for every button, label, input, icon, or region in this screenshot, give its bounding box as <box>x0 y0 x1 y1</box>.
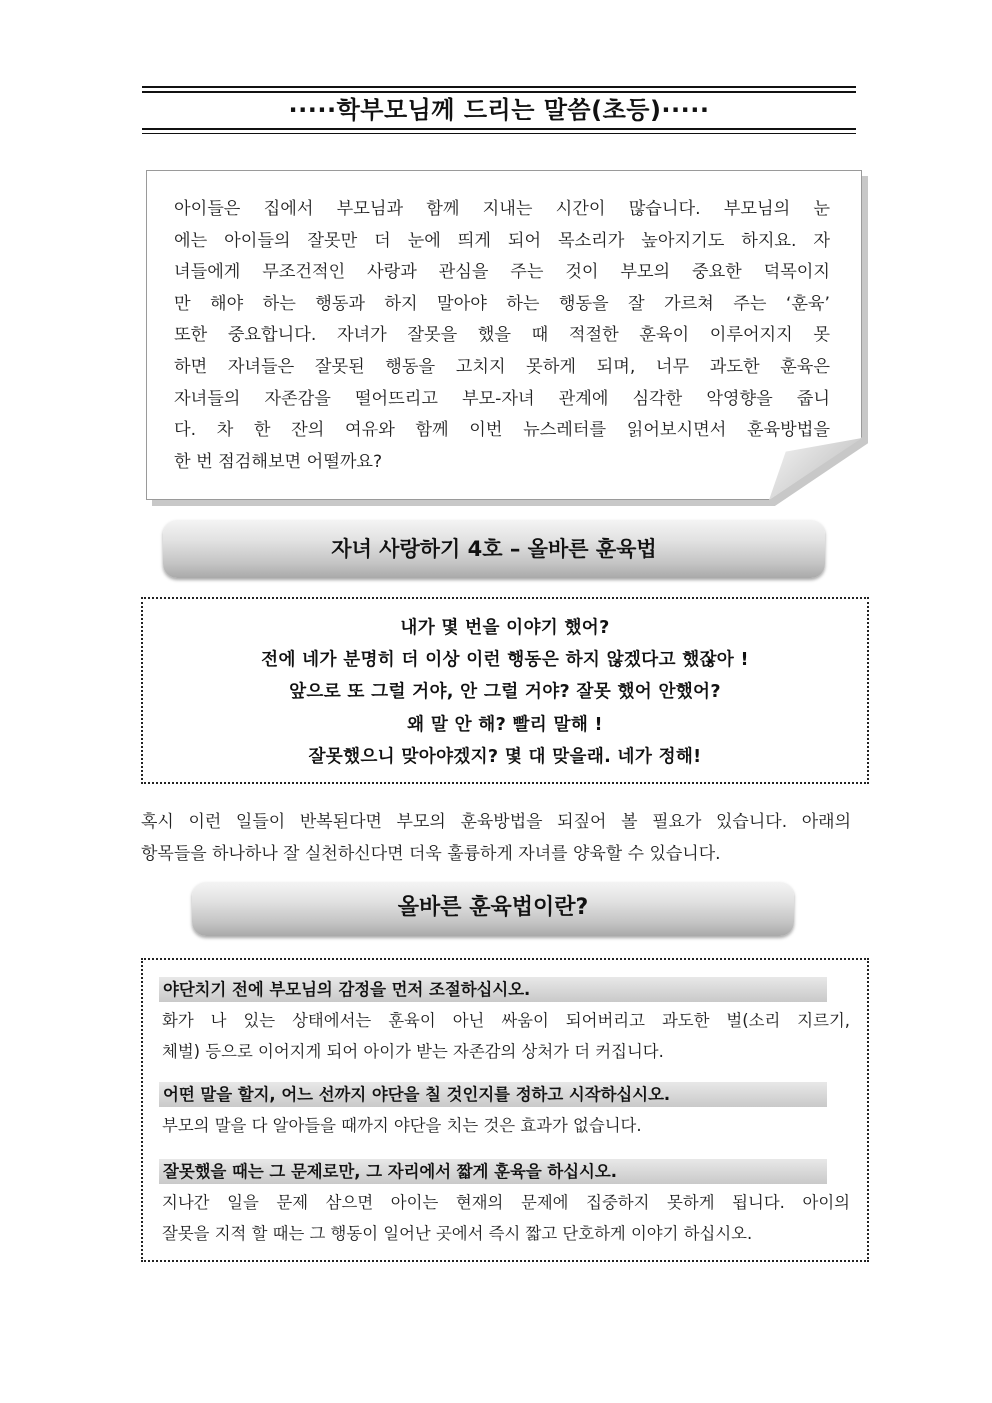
quote-list <box>143 612 867 773</box>
quote-line: 내가 몇 번을 이야기 했어? <box>400 618 610 638</box>
title-rule-top <box>142 86 856 88</box>
tip-body <box>162 1187 850 1249</box>
tips-box <box>141 958 869 1262</box>
tip-line: 화가 나 있는 상태에서는 훈육이 아닌 싸움이 되어버리고 과도한 벌(소리 지르기, <box>162 1011 850 1030</box>
title-rule-bottom <box>142 128 856 130</box>
tip-line: 잘못을 지적 할 때는 그 행동이 일어난 곳에서 즉시 짧고 단호하게 이야기 하십시오. <box>162 1224 753 1243</box>
quote-line: 왜 말 안 해? 빨리 말해 ! <box>407 714 603 735</box>
intro-line: 또한 중요합니다. 자녀가 잘못을 했을 때 적절한 훈육이 이루어지지 못 <box>174 325 830 346</box>
transition-paragraph <box>141 806 851 870</box>
transition-line: 혹시 이런 일들이 반복된다면 부모의 훈육방법을 되짚어 볼 필요가 있습니다. 아래의 <box>141 812 851 832</box>
intro-paragraph <box>174 194 830 478</box>
section-heading-discipline: 올바른 훈육법이란? <box>192 882 794 936</box>
section-heading-issue: 자녀 사랑하기 4호 – 올바른 훈육법 <box>163 520 825 578</box>
intro-line: 자녀들의 자존감을 떨어뜨리고 부모-자녀 관계에 심각한 악영향을 줍니 <box>174 388 830 409</box>
tip-line: 지나간 일을 문제 삼으면 아이는 현재의 문제에 집중하지 못하게 됩니다. 아이의 <box>162 1193 850 1212</box>
quote-line: 전에 네가 분명히 더 이상 이런 행동은 하지 않겠다고 했잖아 ! <box>261 650 749 671</box>
tip-heading: 야단치기 전에 부모님의 감정을 먼저 조절하십시오. <box>159 977 827 1002</box>
quote-box <box>141 597 869 784</box>
intro-line: 한 번 점검해보면 어떨까요? <box>174 451 383 472</box>
intro-line: 하면 자녀들은 잘못된 행동을 고치지 못하게 되며, 너무 과도한 훈육은 <box>174 356 830 377</box>
title-rule-top-inner <box>142 91 856 93</box>
intro-line: 에는 아이들의 잘못만 더 눈에 띄게 되어 목소리가 높아지기도 하지요. 자 <box>174 230 830 251</box>
title-rule-bottom-inner <box>142 133 856 134</box>
intro-line: 만 해야 하는 행동과 하지 말아야 하는 행동을 잘 가르쳐 주는 ‘훈육’ <box>174 293 830 314</box>
transition-line: 항목들을 하나하나 잘 실천하신다면 더욱 훌륭하게 자녀를 양육할 수 있습니다. <box>141 844 721 864</box>
tip-heading: 어떤 말을 할지, 어느 선까지 야단을 칠 것인지를 정하고 시작하십시오. <box>159 1082 827 1107</box>
title-band <box>142 86 856 134</box>
tip-body <box>162 1110 850 1141</box>
tip-heading: 잘못했을 때는 그 문제로만, 그 자리에서 짧게 훈육을 하십시오. <box>159 1159 827 1184</box>
quote-line: 앞으로 또 그럴 거야, 안 그럴 거야? 잘못 했어 안했어? <box>289 682 721 703</box>
intro-line: 녀들에게 무조건적인 사랑과 관심을 주는 것이 부모의 중요한 덕목이지 <box>174 262 830 283</box>
intro-line: 다. 차 한 잔의 여유와 함께 이번 뉴스레터를 읽어보시면서 훈육방법을 <box>174 420 830 441</box>
page-title: ∙∙∙∙∙학부모님께 드리는 말씀(초등)∙∙∙∙∙ <box>288 96 710 124</box>
quote-line: 잘못했으니 맞아야겠지? 몇 대 맞을래. 네가 정해! <box>308 746 702 767</box>
intro-line: 아이들은 집에서 부모님과 함께 지내는 시간이 많습니다. 부모님의 눈 <box>174 199 830 219</box>
tip-body <box>162 1005 850 1067</box>
tip-line: 부모의 말을 다 알아들을 때까지 야단을 치는 것은 효과가 없습니다. <box>162 1116 642 1135</box>
tip-line: 체벌) 등으로 이어지게 되어 아이가 받는 자존감의 상처가 더 커집니다. <box>162 1042 664 1061</box>
